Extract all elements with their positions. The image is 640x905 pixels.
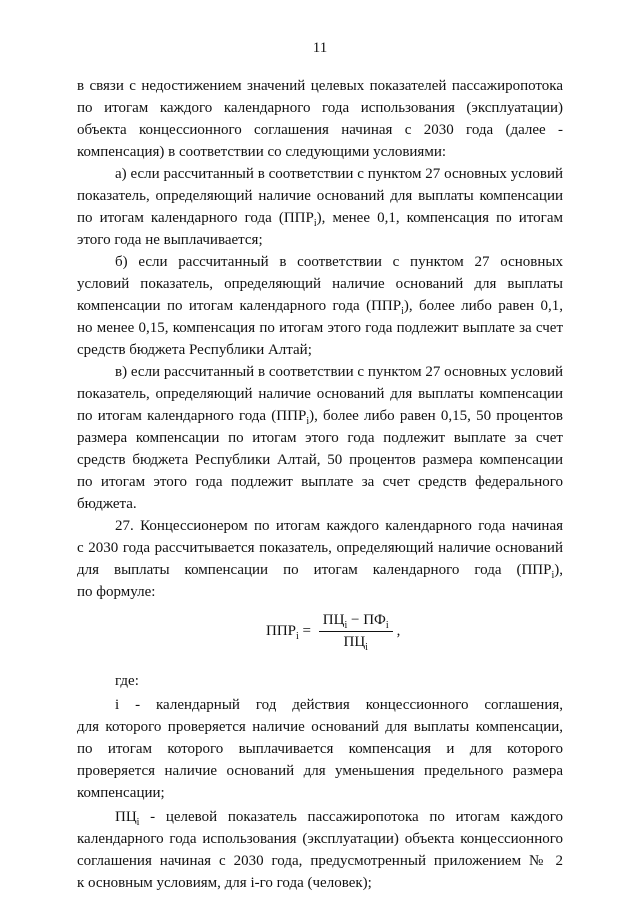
text-fragment: ), менее 0,1, компенсация по итогам [316, 210, 563, 226]
formula-equals: = [302, 622, 312, 639]
text-line: по формуле: [77, 584, 156, 600]
formula-lhs: ППР [266, 622, 297, 639]
subscript: i [306, 416, 310, 427]
text-line: показатель, определяющий наличие оснований для выплаты компенсации [77, 188, 563, 204]
text-line: но менее 0,15, компенсация по итогам этого года подлежит выплате за счет [77, 320, 563, 336]
subscript: i [296, 630, 299, 642]
text-line: бюджета. [77, 496, 137, 512]
text-fragment: по итогам календарного года (ППР [77, 210, 314, 226]
text-line: средств бюджета Республики Алтай, 50 процентов размера компенсации [77, 452, 563, 468]
text-line: объекта концессионного соглашения начиная с 2030 года (далее - [77, 122, 563, 138]
text-line: показатель, определяющий наличие оснований для выплаты компенсации [77, 386, 563, 402]
text-line: где: [115, 673, 139, 689]
subscript: i [344, 620, 348, 631]
numerator-term: ПЦ [322, 612, 345, 628]
formula-fraction [319, 612, 393, 651]
text-line: по итогам каждого календарного года использования (эксплуатации) [77, 100, 563, 116]
text-line [77, 407, 563, 427]
text-line: размера компенсации по итогам этого года подлежит выплате за счет [77, 430, 563, 446]
text-line: компенсации; [77, 785, 165, 801]
numerator-term: ПФ [363, 612, 386, 628]
minus-sign: − [350, 612, 360, 628]
page-number: 11 [312, 40, 328, 56]
text-line: средств бюджета Республики Алтай; [77, 342, 312, 358]
formula [266, 612, 400, 651]
text-line: в связи с недостижением значений целевых показателей пассажиропотока [77, 78, 563, 94]
text-line: для которого проверяется наличие оснований для выплаты компенсации, [77, 719, 563, 735]
text-fragment: ), более либо равен 0,1, [403, 298, 563, 314]
text-line: календарного года использования (эксплуатации) объекта концессионного [77, 831, 563, 847]
text-line: с 2030 года рассчитывается показатель, определяющий наличие оснований [77, 540, 563, 556]
subscript: i [385, 620, 389, 631]
text-line: а) если рассчитанный в соответствии с пунктом 27 основных условий [115, 166, 563, 182]
text-fragment: компенсации по итогам календарного года (ППР [77, 298, 402, 314]
subscript: i [313, 218, 317, 229]
symbol: ПЦ [115, 809, 137, 825]
text-fragment: - целевой показатель пассажиропотока по итогам каждого [150, 809, 564, 825]
text-line: 27. Концессионером по итогам каждого календарного года начиная [115, 518, 563, 534]
text-line [77, 297, 563, 317]
text-line: по итогам этого года подлежит выплате за счет средств федерального [77, 474, 563, 490]
text-line: соглашения начиная с 2030 года, предусмотренный приложением № 2 [77, 853, 563, 869]
denominator-term: ПЦ [343, 634, 366, 650]
text-line: к основным условиям, для i-го года (человек); [77, 875, 372, 891]
subscript: i [136, 817, 140, 828]
formula-comma: , [396, 622, 401, 639]
text-fragment: ), [554, 562, 563, 578]
text-fragment: по итогам календарного года (ППР [77, 408, 307, 424]
text-line: компенсация) в соответствии со следующими условиями: [77, 144, 447, 160]
text-line: б) если рассчитанный в соответствии с пунктом 27 основных [115, 254, 563, 270]
text-line [77, 561, 563, 581]
text-fragment: для выплаты компенсации по итогам календарного года (ППР [77, 562, 552, 578]
text-line: этого года не выплачивается; [77, 232, 263, 248]
text-line [115, 808, 563, 828]
formula-numerator [319, 612, 393, 632]
text-line: по итогам которого выплачивается компенсация и для которого [77, 741, 563, 757]
text-line: проверяется наличие оснований для уменьшения предельного размера [77, 763, 563, 779]
text-line: в) если рассчитанный в соответствии с пунктом 27 основных условий [115, 364, 563, 380]
subscript: i [365, 642, 368, 653]
formula-denominator [319, 632, 393, 651]
subscript: i [551, 570, 555, 581]
text-line: i - календарный год действия концессионного соглашения, [115, 697, 563, 713]
text-line: условий показатель, определяющий наличие оснований для выплаты [77, 276, 563, 292]
text-fragment: ), более либо равен 0,15, 50 процентов [309, 408, 563, 424]
text-line [77, 209, 563, 229]
subscript: i [401, 306, 404, 317]
